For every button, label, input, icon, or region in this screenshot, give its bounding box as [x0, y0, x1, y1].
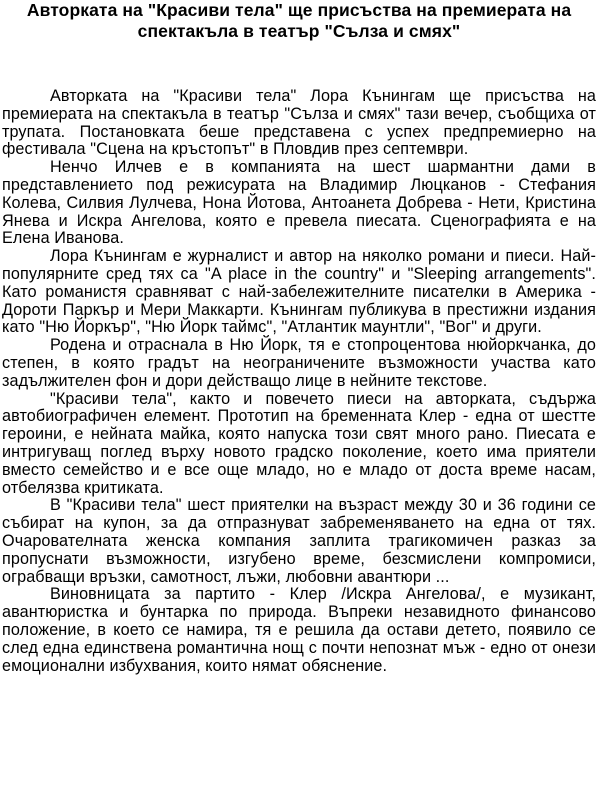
- article-paragraph: Лора Кънингам е журналист и автор на няколко романи и пиеси. Най-популярните сред тях са "A place in the country" и "Sleeping arrangements". Като романистя сравняват с най-забележителните писателки в Америка - Дороти Паркър и Мери Маккарти. Кънингам публикува в престижни издания като "Ню Йоркър", "Ню Йорк таймс", "Атлантик маунтли", "Вог" и други.: [2, 247, 596, 337]
- article-body: [2, 88, 596, 675]
- article-title: Авторката на "Красиви тела" ще присъства на премиерата на спектакъла в театър "Сълза и смях": [26, 0, 572, 41]
- article-paragraph: Виновницата за партито - Клер /Искра Ангелова/, е музикант, авантюристка и бунтарка по природа. Въпреки незавидното финансово положение, в което се намира, тя е решила да остави детето, появило се след една единствена романтична нощ с почти непознат мъж - едно от онези емоционални избухвания, които нямат обяснение.: [2, 585, 596, 675]
- article-paragraph: Авторката на "Красиви тела" Лора Кънингам ще присъства на премиерата на спектакъла в театър "Сълза и смях" тази вечер, съобщиха от трупата. Постановката беше представена с успех предпремиерно на фестивала "Сцена на кръстопът" в Пловдив през септември.: [2, 87, 596, 159]
- article: [2, 0, 596, 675]
- article-paragraph: В "Красиви тела" шест приятелки на възраст между 30 и 36 години се събират на купон, за да отпразнуват забременяването на една от тях. Очарователната женска компания заплита трагикомичен разказ за пропуснати възможности, изгубено време, безсмислени компромиси, ограбващи връзки, самотност, лъжи, любовни авантюри ...: [2, 496, 596, 586]
- article-paragraph: Ненчо Илчев е в компанията на шест шармантни дами в представлението под режисурата на Владимир Люцканов - Стефания Колева, Силвия Лулчева, Нона Йотова, Антоанета Добрева - Нети, Кристина Янева и Искра Ангелова, която е превела пиесата. Сценографията е на Елена Иванова.: [2, 158, 596, 248]
- article-paragraph: "Красиви тела", както и повечето пиеси на авторката, съдържа автобиографичен елемент. Прототип на бременната Клер - една от шестте героини, е нейната майка, която напуска този свят много рано. Пиесата е интригуващ поглед върху новото градско поколение, което има приятели вместо семейство и е все още младо, но е младо от доста време насам, отбелязва критиката.: [2, 389, 596, 497]
- article-paragraph: Родена и отрасналa в Ню Йорк, тя е стопроцентова нюйоркчанка, до степен, в която градът на неограничените възможности участва като задължителен фон и дори действащо лице в нейните текстове.: [2, 336, 596, 390]
